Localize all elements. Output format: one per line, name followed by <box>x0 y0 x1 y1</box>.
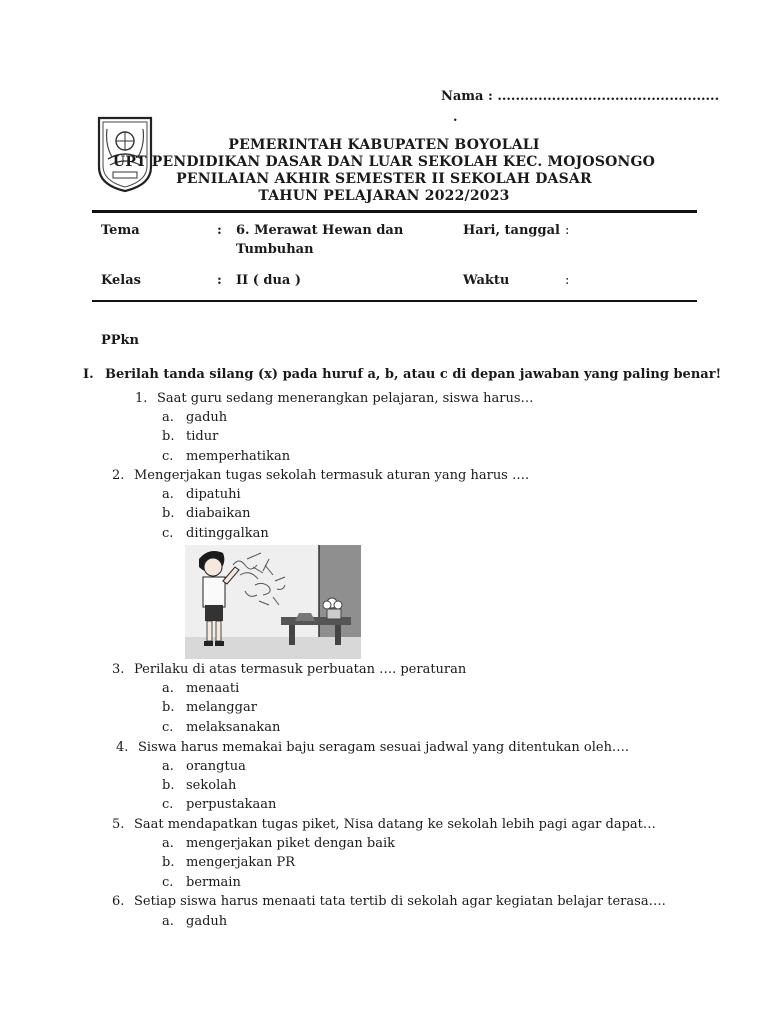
header-year: TAHUN PELAJARAN 2022/2023 <box>258 188 510 204</box>
section-instruction: Berilah tanda silang (x) pada huruf a, b, atau c di depan jawaban yang paling benar! <box>105 367 722 382</box>
question-1-option-a[interactable]: a. gaduh <box>162 410 228 425</box>
question-3-text: Perilaku di atas termasuk perbuatan …. peraturan <box>134 662 467 677</box>
header-exam: PENILAIAN AKHIR SEMESTER II SEKOLAH DASAR <box>176 171 592 187</box>
name-field-label: Nama : ................................................. <box>441 89 720 104</box>
question-3-number: 3. <box>112 662 125 677</box>
tema-label: Tema <box>101 223 140 238</box>
question-5-number: 5. <box>112 817 125 832</box>
question-5-option-a[interactable]: a. mengerjakan piket dengan baik <box>162 836 396 851</box>
kelas-label: Kelas <box>101 273 141 288</box>
question-4-option-a[interactable]: a. orangtua <box>162 759 246 774</box>
question-2-number: 2. <box>112 468 125 483</box>
hari-label: Hari, tanggal <box>463 223 560 238</box>
question-2-option-a[interactable]: a. dipatuhi <box>162 487 241 502</box>
tema-value-cont: Tumbuhan <box>236 242 314 257</box>
name-field-dot: . <box>453 110 458 125</box>
question-1-option-c[interactable]: c. memperhatikan <box>162 449 291 464</box>
question-5-text: Saat mendapatkan tugas piket, Nisa datang ke sekolah lebih pagi agar dapat… <box>134 817 656 832</box>
header-government: PEMERINTAH KABUPATEN BOYOLALI <box>228 137 540 153</box>
question-6-option-a[interactable]: a. gaduh <box>162 914 228 929</box>
question-2-option-b[interactable]: b. diabaikan <box>162 506 251 521</box>
tema-colon: : <box>217 223 222 238</box>
tema-value: 6. Merawat Hewan dan <box>236 223 404 238</box>
question-4-option-c[interactable]: c. perpustakaan <box>162 797 277 812</box>
child-drawing-on-wall-illustration <box>185 545 361 659</box>
question-1-number: 1. <box>135 391 148 406</box>
question-3-option-b[interactable]: b. melanggar <box>162 700 257 715</box>
question-2-text: Mengerjakan tugas sekolah termasuk aturan yang harus …. <box>134 468 530 483</box>
hari-colon: : <box>565 223 570 238</box>
question-6-number: 6. <box>112 894 125 909</box>
header-divider-top <box>92 210 697 213</box>
waktu-colon: : <box>565 273 570 288</box>
question-4-text: Siswa harus memakai baju seragam sesuai jadwal yang ditentukan oleh…. <box>138 740 630 755</box>
kelas-value: II ( dua ) <box>236 273 302 288</box>
header-divider-bottom <box>92 300 697 302</box>
question-4-option-b[interactable]: b. sekolah <box>162 778 237 793</box>
question-5-option-c[interactable]: c. bermain <box>162 875 241 890</box>
question-2-option-c[interactable]: c. ditinggalkan <box>162 526 269 541</box>
question-4-number: 4. <box>116 740 129 755</box>
question-5-option-b[interactable]: b. mengerjakan PR <box>162 855 296 870</box>
section-number: I. <box>83 367 94 382</box>
subject-title: PPkn <box>101 333 140 348</box>
name-field-dots: ................................................. <box>497 89 720 104</box>
header-upt: UPT PENDIDIKAN DASAR DAN LUAR SEKOLAH KEC. MOJOSONGO <box>112 154 656 170</box>
question-3-option-a[interactable]: a. menaati <box>162 681 240 696</box>
waktu-label: Waktu <box>463 273 510 288</box>
question-1-text: Saat guru sedang menerangkan pelajaran, siswa harus… <box>157 391 534 406</box>
question-3-option-c[interactable]: c. melaksanakan <box>162 720 281 735</box>
question-1-option-b[interactable]: b. tidur <box>162 429 219 444</box>
question-6-text: Setiap siswa harus menaati tata tertib di sekolah agar kegiatan belajar terasa…. <box>134 894 666 909</box>
kelas-colon: : <box>217 273 222 288</box>
